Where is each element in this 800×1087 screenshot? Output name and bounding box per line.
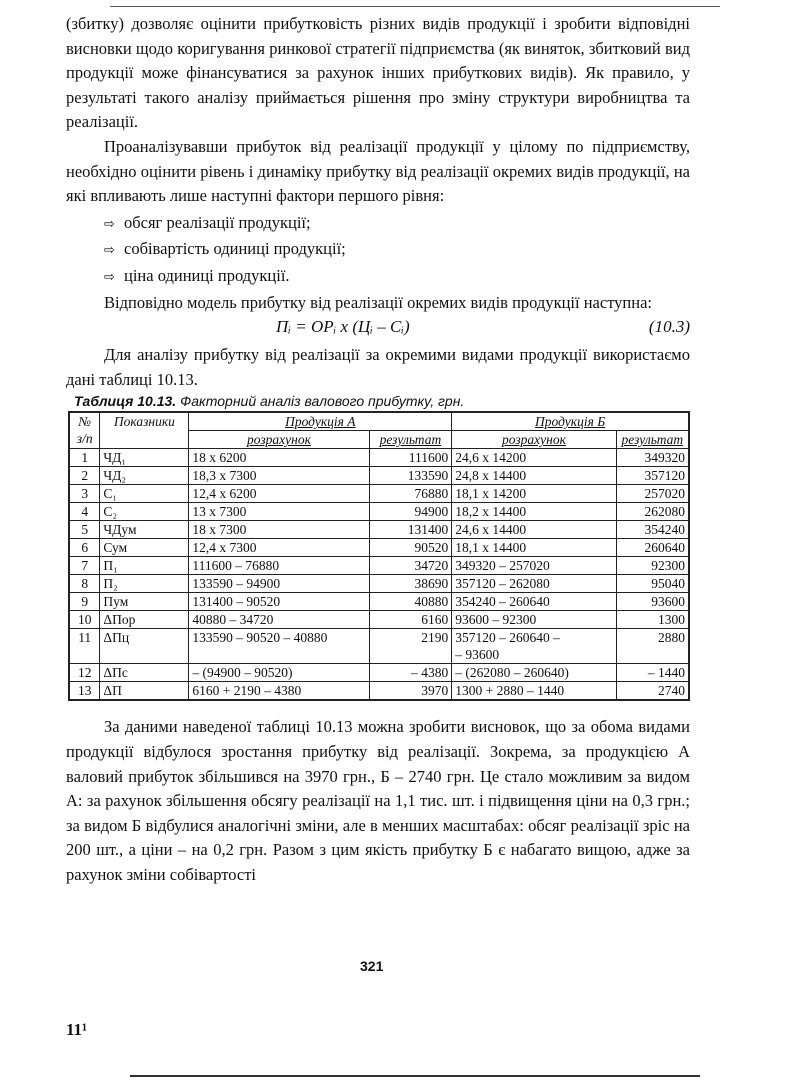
table-row [69,539,689,557]
table-row [69,467,689,485]
a-result-cell: 40880 [369,593,452,611]
b-calc-cell: – (262080 – 260640) [452,664,616,682]
col-header-product-a: Продукція А [189,412,452,431]
indicator-cell: С₁ [100,485,189,503]
a-result-cell: 2190 [369,629,452,664]
a-result-cell: 94900 [369,503,452,521]
b-result-cell: 357120 [616,467,689,485]
indicator-cell: С₂ [100,503,189,521]
a-calc-cell: 6160 + 2190 – 4380 [189,682,369,701]
arrow-right-outline-icon: ⇨ [104,243,115,259]
a-result-cell: 3970 [369,682,452,701]
page-number: 321 [360,958,384,974]
b-calc-cell: 24,6 х 14400 [452,521,616,539]
paragraph-1: (збитку) дозволяє оцінити прибутковість різних видів продукції і зробити відповідні висновки щодо коригування ринкової стратегії підприємства (як виняток, збитковий вид продукції може фінансуватися за рахунок інших прибуткових видів). Як правило, у результаті такого аналізу приймається рішення про зміну структури виробництва та реалізації. [66,14,690,132]
a-result-cell: 111600 [369,449,452,467]
b-calc-cell: 18,2 х 14400 [452,503,616,521]
indicator-cell: ΔПор [100,611,189,629]
paragraph-5: За даними наведеної таблиці 10.13 можна зробити висновок, що за обома видами продукції відбулося зростання прибутку від реалізації. Зокрема, за продукцією А валовий прибуток збільшився на 3970 грн., Б – 2740 грн. Це стало можливим за видом А: за рахунок збільшення обсягу реалізації на 1,1 тис. шт. і підвищення ціни на 0,3 грн.; за видом Б відбулися аналогічні зміни, але в менших масштабах: обсяг реалізації зріс на 200 шт., а ціни – на 0,2 грн. Разом з цим якість прибутку Б є набагато вищою, адже за рахунок зміни собівартості [66,717,690,884]
a-result-cell: 38690 [369,575,452,593]
a-calc-cell: 133590 – 90520 – 40880 [189,629,369,664]
list-item: ⇨ обсяг реалізації продукції; [66,211,690,238]
b-calc-cell: 93600 – 92300 [452,611,616,629]
a-result-cell: 76880 [369,485,452,503]
top-rule [110,6,720,7]
paragraph-4: Для аналізу прибутку від реалізації за окремими видами продукції використаємо дані таблиці 10.13. [66,345,690,389]
a-calc-cell: 18 х 7300 [189,521,369,539]
indicator-cell: ΔПс [100,664,189,682]
table-row [69,611,689,629]
indicator-cell: Пум [100,593,189,611]
col-header-a-calc: розрахунок [189,431,369,449]
a-result-cell: 90520 [369,539,452,557]
paragraph-3: Відповідно модель прибутку від реалізації окремих видів продукції наступна: [104,292,653,312]
table-row [69,575,689,593]
row-number: 1 [69,449,100,467]
indicator-cell: П₁ [100,557,189,575]
bottom-rule [130,1075,700,1077]
signature-mark: 11¹ [66,1020,88,1039]
a-result-cell: – 4380 [369,664,452,682]
row-number: 6 [69,539,100,557]
row-number: 3 [69,485,100,503]
a-result-cell: 133590 [369,467,452,485]
col-header-b-result: результат [616,431,689,449]
a-calc-cell: 12,4 х 7300 [189,539,369,557]
table-row [69,449,689,467]
row-number: 12 [69,664,100,682]
table-row [69,485,689,503]
row-number: 9 [69,593,100,611]
b-calc-cell: 349320 – 257020 [452,557,616,575]
col-header-indicators: Показники [100,412,189,449]
b-result-cell: 2740 [616,682,689,701]
b-result-cell: 93600 [616,593,689,611]
row-number: 5 [69,521,100,539]
col-header-number: № з/п [69,412,100,449]
a-calc-cell: 131400 – 90520 [189,593,369,611]
b-result-cell: 260640 [616,539,689,557]
indicator-cell: ЧД₂ [100,467,189,485]
a-result-cell: 131400 [369,521,452,539]
b-result-cell: – 1440 [616,664,689,682]
a-result-cell: 34720 [369,557,452,575]
table-caption: Таблиця 10.13. Факторний аналіз валового прибутку, грн. [74,393,465,410]
row-number: 4 [69,503,100,521]
b-result-cell: 262080 [616,503,689,521]
a-calc-cell: 40880 – 34720 [189,611,369,629]
row-number: 10 [69,611,100,629]
a-calc-cell: 13 х 7300 [189,503,369,521]
list-item: ⇨ собівартість одиниці продукції; [66,237,690,264]
b-result-cell: 92300 [616,557,689,575]
b-result-cell: 95040 [616,575,689,593]
b-result-cell: 257020 [616,485,689,503]
b-result-cell: 349320 [616,449,689,467]
row-number: 13 [69,682,100,701]
table-row [69,521,689,539]
a-calc-cell: 18 х 6200 [189,449,369,467]
indicator-cell: Сум [100,539,189,557]
b-calc-cell: 357120 – 262080 [452,575,616,593]
row-number: 7 [69,557,100,575]
table-row [69,557,689,575]
b-result-cell: 2880 [616,629,689,664]
formula: Пᵢ = ОРᵢ х (Цᵢ – Сᵢ) [276,317,410,337]
b-calc-cell: 357120 – 260640 – – 93600 [452,629,616,664]
a-calc-cell: – (94900 – 90520) [189,664,369,682]
b-calc-cell: 354240 – 260640 [452,593,616,611]
row-number: 11 [69,629,100,664]
row-number: 2 [69,467,100,485]
b-calc-cell: 24,8 х 14400 [452,467,616,485]
b-calc-cell: 24,6 х 14200 [452,449,616,467]
col-header-product-b: Продукція Б [452,412,689,431]
factor-list [66,211,690,291]
formula-row [66,315,690,343]
indicator-cell: ΔПц [100,629,189,664]
a-calc-cell: 12,4 х 6200 [189,485,369,503]
formula-number: (10.3) [648,317,690,337]
factor-analysis-table [68,411,690,701]
b-calc-cell: 1300 + 2880 – 1440 [452,682,616,701]
col-header-a-result: результат [369,431,452,449]
table-row [69,629,689,664]
indicator-cell: П₂ [100,575,189,593]
list-item: ⇨ ціна одиниці продукції. [66,264,690,291]
indicator-cell: ЧДум [100,521,189,539]
a-result-cell: 6160 [369,611,452,629]
table-row [69,503,689,521]
a-calc-cell: 18,3 х 7300 [189,467,369,485]
arrow-right-outline-icon: ⇨ [104,216,115,232]
b-result-cell: 1300 [616,611,689,629]
col-header-b-calc: розрахунок [452,431,616,449]
arrow-right-outline-icon: ⇨ [104,269,115,285]
b-calc-cell: 18,1 х 14200 [452,485,616,503]
b-calc-cell: 18,1 х 14400 [452,539,616,557]
b-result-cell: 354240 [616,521,689,539]
document-page [66,12,690,887]
table-row [69,593,689,611]
indicator-cell: ΔП [100,682,189,701]
table-row [69,682,689,701]
table-body [69,449,689,701]
paragraph-2: Проаналізувавши прибуток від реалізації продукції у цілому по підприємству, необхідно оцінити рівень і динаміку прибутку від реалізації окремих видів продукції, на які впливають лише наступні фактори першого рівня: [66,136,690,206]
a-calc-cell: 111600 – 76880 [189,557,369,575]
indicator-cell: ЧД₁ [100,449,189,467]
a-calc-cell: 133590 – 94900 [189,575,369,593]
row-number: 8 [69,575,100,593]
table-row [69,664,689,682]
